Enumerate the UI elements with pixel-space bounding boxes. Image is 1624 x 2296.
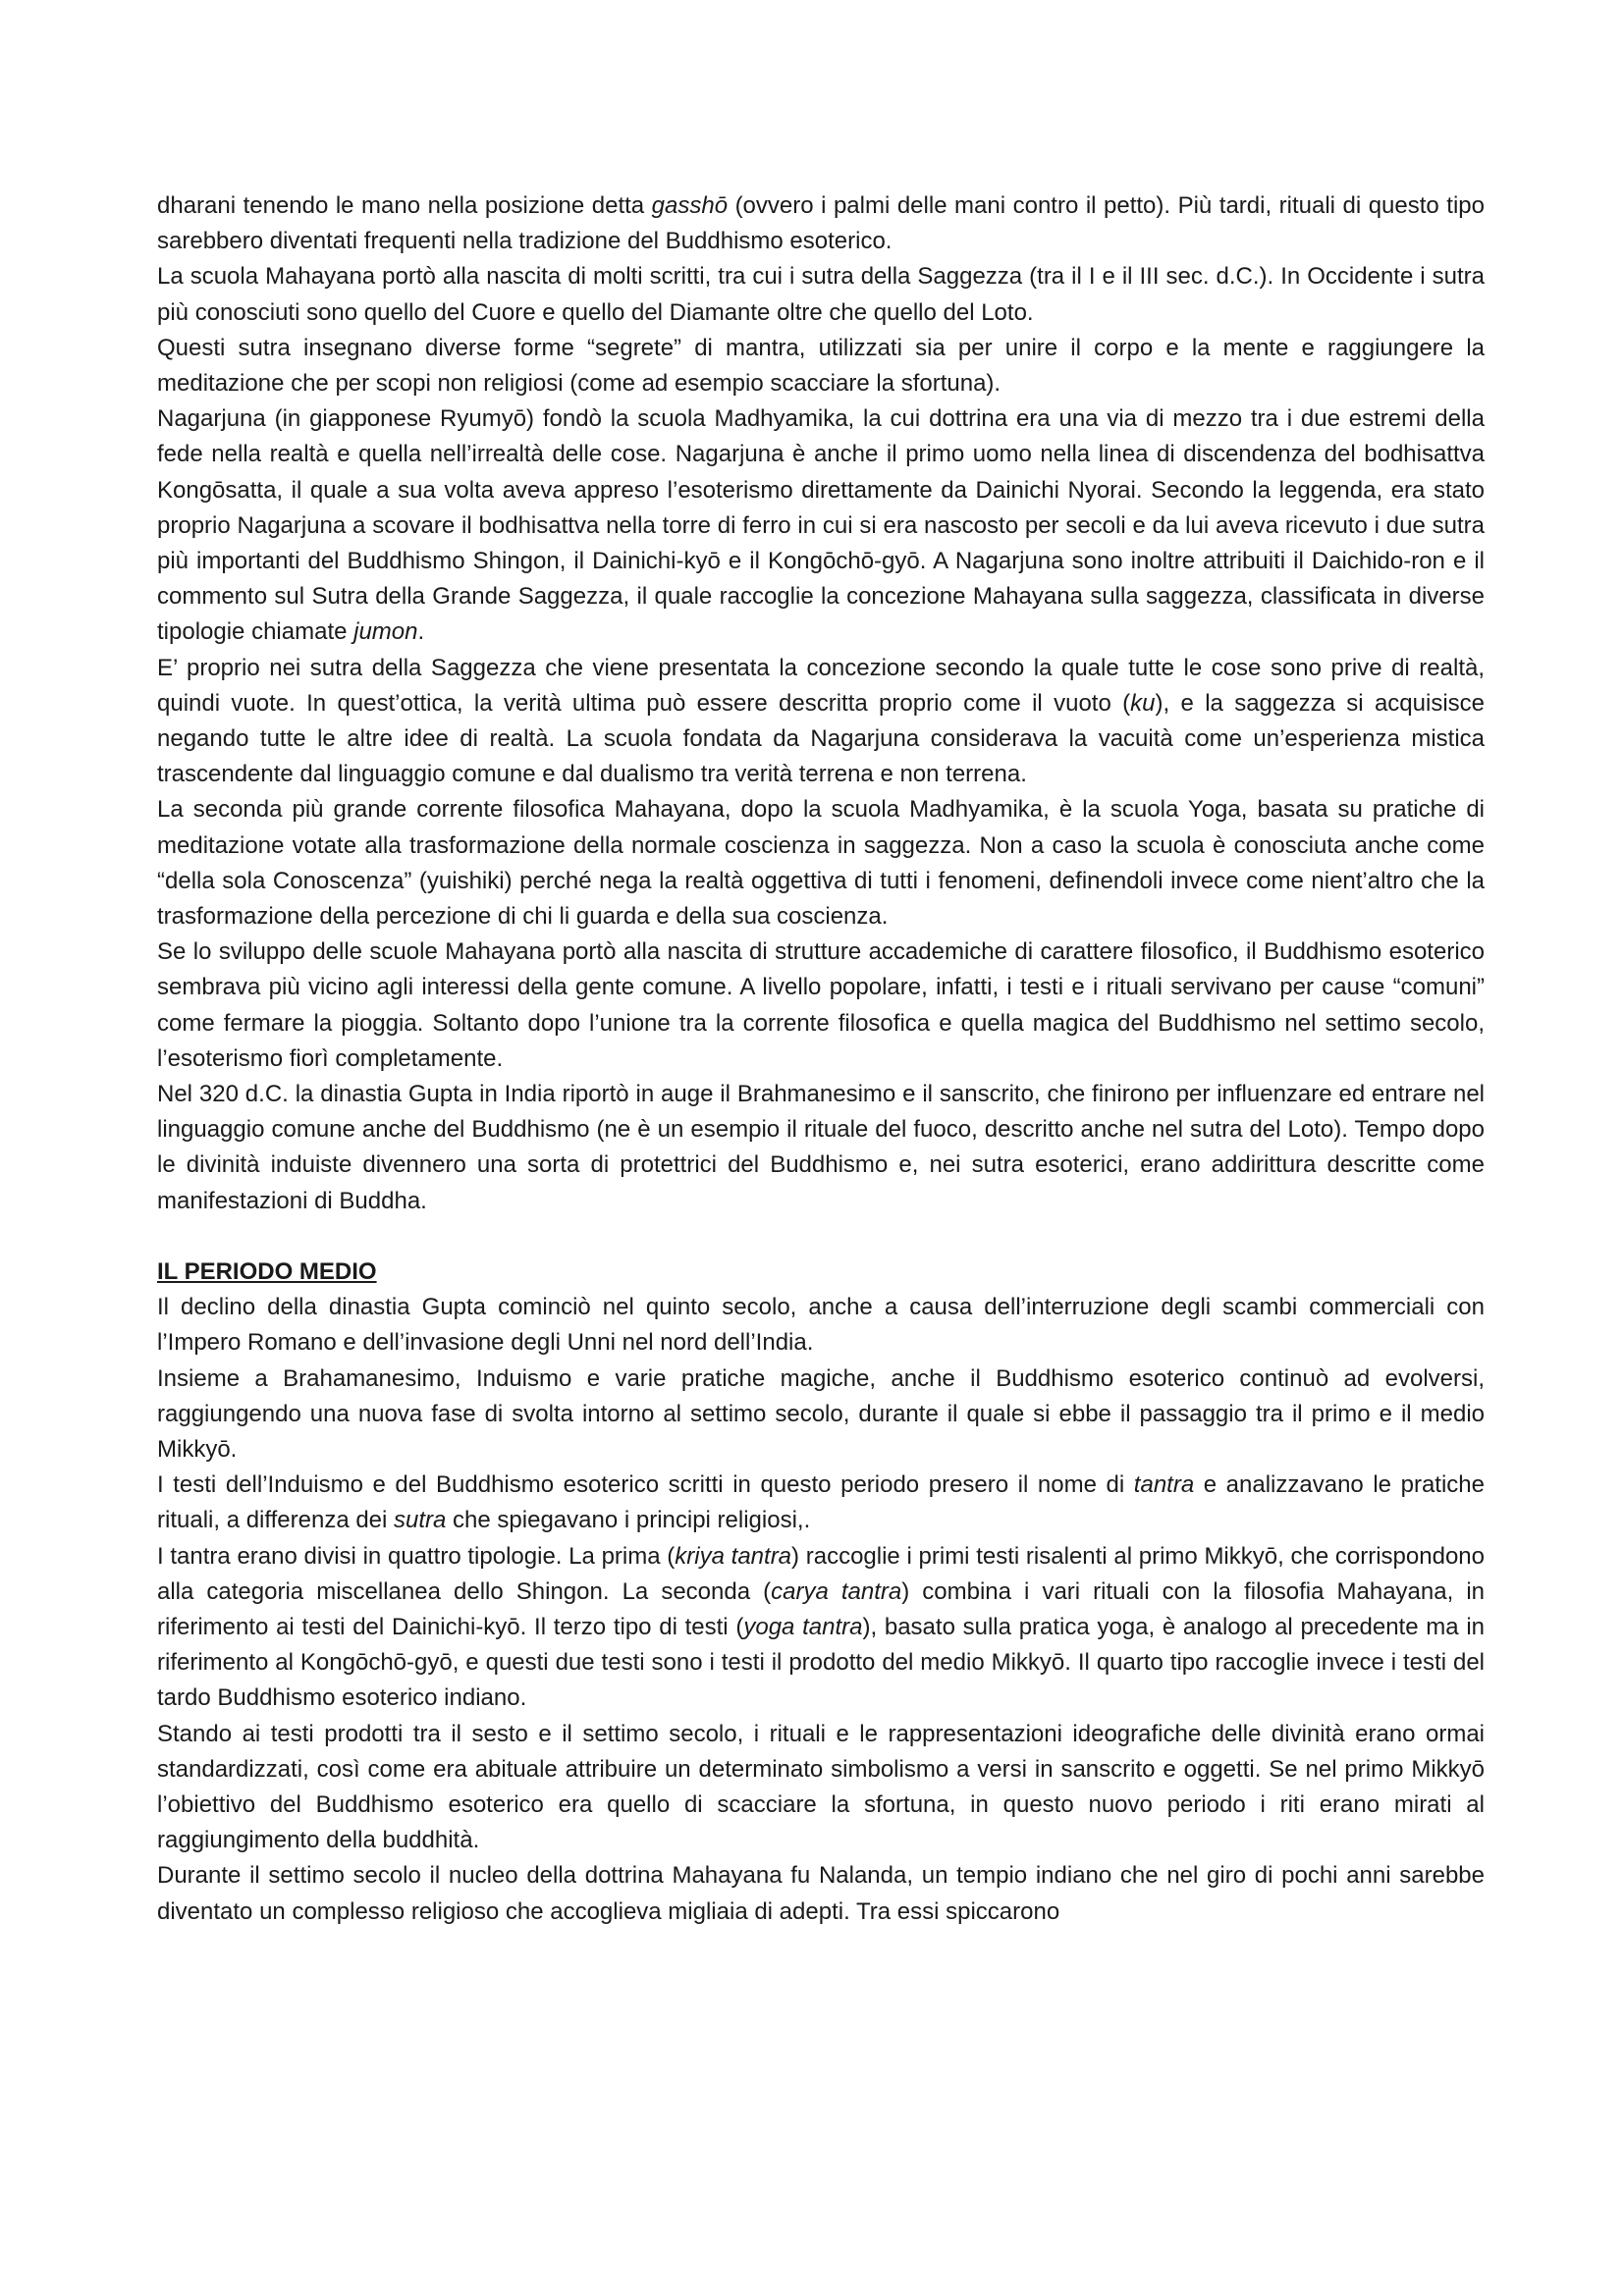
- paragraph: [157, 1858, 1485, 1929]
- paragraph: [157, 259, 1485, 330]
- paragraph-text: Il declino della dinastia Gupta cominciò nel quinto secolo, anche a causa dell’interruzione degli scambi commerciali con l’Impero Romano e dell’invasione degli Unni nel nord dell’India.: [157, 1294, 1485, 1357]
- paragraph: [157, 1362, 1485, 1468]
- paragraph-text: Questi sutra insegnano diverse forme “segrete” di mantra, utilizzati sia per unire il corpo e la mente e raggiungere la meditazione che per scopi non religiosi (come ad esempio scacciare la sfortuna).: [157, 334, 1485, 398]
- paragraph-text: I tantra erano divisi in quattro tipologie. La prima (: [157, 1542, 676, 1570]
- paragraph: [157, 1468, 1485, 1538]
- paragraph-text: che spiegavano i principi religiosi,.: [446, 1507, 811, 1534]
- paragraph-text: I testi dell’Induismo e del Buddhismo esoterico scritti in questo periodo presero il nome di: [157, 1471, 1134, 1499]
- paragraph-text: Nel 320 d.C. la dinastia Gupta in India riportò in auge il Brahmanesimo e il sanscrito, che finirono per influenzare ed entrare nel linguaggio comune anche del Buddhismo (ne è un esempio il rituale del fuoco, descritto anche nel sutra del Loto). Tempo dopo le divinità induiste divennero una sorta di protettrici del Buddhismo e, nei sutra esoterici, erano addirittura descritte come manifestazioni di Buddha.: [157, 1081, 1485, 1214]
- paragraph: [157, 401, 1485, 650]
- paragraph: [157, 188, 1485, 259]
- italic-term: kriya tantra: [675, 1542, 792, 1570]
- paragraph: [157, 651, 1485, 793]
- paragraph-text: Insieme a Brahamanesimo, Induismo e varie pratiche magiche, anche il Buddhismo esoterico continuò ad evolversi, raggiungendo una nuova fase di svolta intorno al settimo secolo, durante il quale si ebbe il passaggio tra il primo e il medio Mikkyō.: [157, 1364, 1485, 1463]
- section-periodo-medio: [157, 1290, 1485, 1930]
- paragraph: [157, 934, 1485, 1077]
- paragraph: [157, 331, 1485, 401]
- italic-term: carya tantra: [771, 1577, 902, 1605]
- paragraph: [157, 792, 1485, 934]
- section-intro: [157, 188, 1485, 1219]
- paragraph-text: (ovvero i palmi delle mani contro il petto). Più tardi, rituali di questo tipo sarebbero diventati frequenti nella tradizione del Buddhismo esoterico.: [157, 192, 1485, 255]
- paragraph-text: dharani tenendo le mano nella posizione detta: [157, 192, 652, 219]
- italic-term: yoga tantra: [743, 1613, 863, 1640]
- paragraph: [157, 1539, 1485, 1717]
- paragraph-text: Se lo sviluppo delle scuole Mahayana portò alla nascita di strutture accademiche di carattere filosofico, il Buddhismo esoterico sembrava più vicino agli interessi della gente comune. A livello popolare, infatti, i testi e i rituali servivano per cause “comuni” come fermare la pioggia. Soltanto dopo l’unione tra la corrente filosofica e quella magica del Buddhismo nel settimo secolo, l’esoterismo fiorì completamente.: [157, 938, 1485, 1072]
- paragraph-text: La seconda più grande corrente filosofica Mahayana, dopo la scuola Madhyamika, è la scuola Yoga, basata su pratiche di meditazione votate alla trasformazione della normale coscienza in saggezza. Non a caso la scuola è conosciuta anche come “della sola Conoscenza” (yuishiki) perché nega la realtà oggettiva di tutti i fenomeni, definendoli invece come nient’altro che la trasformazione della percezione di chi li guarda e della sua coscienza.: [157, 796, 1485, 931]
- paragraph-text: ) raccoglie i primi testi risalenti al primo Mikkyō, che corrispondono alla categoria miscellanea dello Shingon. La seconda (: [157, 1542, 1485, 1605]
- paragraph: [157, 1717, 1485, 1859]
- section-heading: IL PERIODO MEDIO: [157, 1257, 377, 1285]
- paragraph-text: Durante il settimo secolo il nucleo della dottrina Mahayana fu Nalanda, un tempio indiano che nel giro di pochi anni sarebbe diventato un complesso religioso che accoglieva migliaia di adepti. Tra essi spiccarono: [157, 1862, 1485, 1925]
- paragraph-text: E’ proprio nei sutra della Saggezza che viene presentata la concezione secondo la quale tutte le cose sono prive di realtà, quindi vuote. In quest’ottica, la verità ultima può essere descritta proprio come il vuoto (: [157, 654, 1485, 717]
- paragraph: [157, 1290, 1485, 1361]
- paragraph-text: ) combina i vari rituali con la filosofia Mahayana, in riferimento ai testi del Dainichi-kyō. Il terzo tipo di testi (: [157, 1577, 1485, 1640]
- italic-term: ku: [1130, 689, 1156, 717]
- italic-term: sutra: [394, 1507, 447, 1534]
- italic-term: gasshō: [651, 192, 729, 219]
- paragraph-text: e analizzavano le pratiche rituali, a differenza dei: [157, 1471, 1485, 1534]
- paragraph-text: ), e la saggezza si acquisisce negando tutte le altre idee di realtà. La scuola fondata da Nagarjuna considerava la vacuità come un’esperienza mistica trascendente dal linguaggio comune e dal dualismo tra verità terrena e non terrena.: [157, 689, 1486, 788]
- paragraph-text: Nagarjuna (in giapponese Ryumyō) fondò la scuola Madhyamika, la cui dottrina era una via di mezzo tra i due estremi della fede nella realtà e quella nell’irrealtà delle cose. Nagarjuna è anche il primo uomo nella linea di discendenza del bodhisattva Kongōsatta, il quale a sua volta aveva appreso l’esoterismo direttamente da Dainichi Nyorai. Secondo la leggenda, era stato proprio Nagarjuna a scovare il bodhisattva nella torre di ferro in cui si era nascosto per secoli e da lui aveva ricevuto i due sutra più importanti del Buddhismo Shingon, il Dainichi-kyō e il Kongōchō-gyō. A Nagarjuna sono inoltre attribuiti il Daichido-ron e il commento sul Sutra della Grande Saggezza, il quale raccoglie la concezione Mahayana sulla saggezza, classificata in diverse tipologie chiamate: [157, 405, 1485, 646]
- italic-term: tantra: [1133, 1471, 1195, 1499]
- paragraph-text: ), basato sulla pratica yoga, è analogo al precedente ma in riferimento al Kongōchō-gyō, e questi due testi sono i testi il prodotto del medio Mikkyō. Il quarto tipo raccoglie invece i testi del tardo Buddhismo esoterico indiano.: [157, 1613, 1486, 1712]
- document-page: [157, 188, 1485, 1930]
- paragraph-text: La scuola Mahayana portò alla nascita di molti scritti, tra cui i sutra della Saggezza (tra il I e il III sec. d.C.). In Occidente i sutra più conosciuti sono quello del Cuore e quello del Diamante oltre che quello del Loto.: [157, 263, 1485, 326]
- paragraph: [157, 1077, 1485, 1219]
- paragraph-text: Stando ai testi prodotti tra il sesto e il settimo secolo, i rituali e le rappresentazioni ideografiche delle divinità erano ormai standardizzati, così come era abituale attribuire un determinato simbolismo a versi in sanscrito e oggetti. Se nel primo Mikkyō l’obiettivo del Buddhismo esoterico era quello di scacciare la sfortuna, in questo nuovo periodo i riti erano mirati al raggiungimento della buddhità.: [157, 1720, 1485, 1854]
- italic-term: jumon: [353, 618, 418, 646]
- paragraph-text: .: [417, 618, 425, 646]
